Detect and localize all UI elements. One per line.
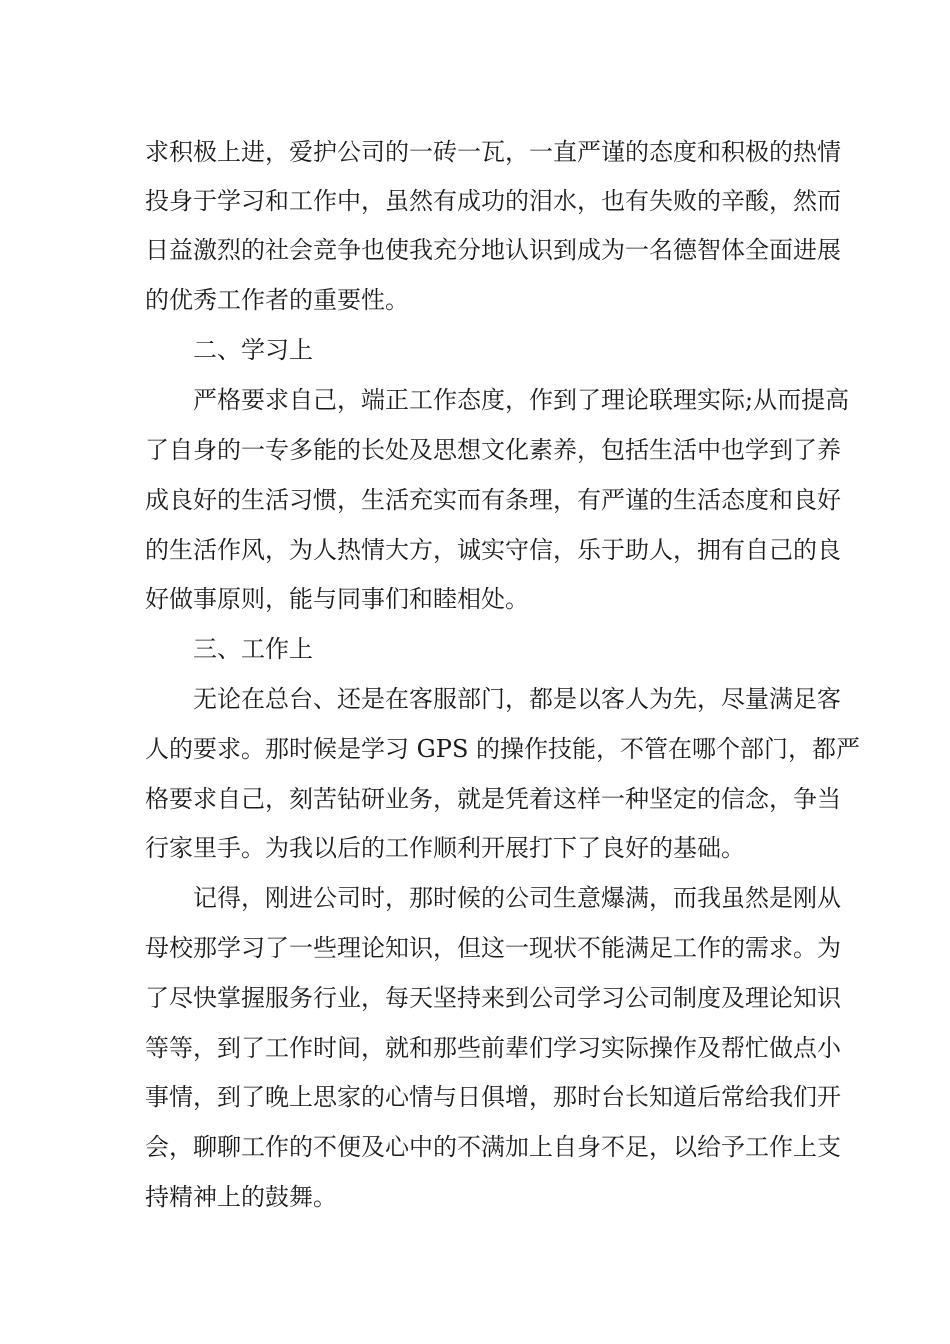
text-line: 会，聊聊工作的不便及心中的不满加上自身不足，以给予工作上支 [145,1133,841,1161]
text-line: 格要求自己，刻苦钻研业务，就是凭着这样一种坚定的信念，争当 [145,785,841,813]
section-heading: 三、工作上 [193,635,313,663]
text-line: 了自身的一专多能的长处及思想文化素养，包括生活中也学到了养 [145,436,841,464]
text-line: 好做事原则，能与同事们和睦相处。 [145,585,529,613]
text-line: 母校那学习了一些理论知识，但这一现状不能满足工作的需求。为 [145,934,841,962]
text-line: 人的要求。那时候是学习 GPS 的操作技能，不管在哪个部门，都严 [145,735,861,763]
text-line: 事情，到了晚上思家的心情与日俱增，那时台长知道后常给我们开 [145,1083,841,1111]
text-line: 行家里手。为我以后的工作顺利开展打下了良好的基础。 [145,834,745,862]
section-heading: 二、学习上 [193,336,313,364]
text-line: 严格要求自己，端正工作态度，作到了理论联理实际;从而提高 [193,386,850,414]
text-line: 求积极上进，爱护公司的一砖一瓦，一直严谨的态度和积极的热情 [145,138,841,166]
text-line: 持精神上的鼓舞。 [145,1183,337,1211]
text-line: 的优秀工作者的重要性。 [145,286,409,314]
text-line: 成良好的生活习惯，生活充实而有条理，有严谨的生活态度和良好 [145,486,841,514]
text-line: 投身于学习和工作中，虽然有成功的泪水，也有失败的辛酸，然而 [145,187,841,215]
text-line: 无论在总台、还是在客服部门，都是以客人为先，尽量满足客 [193,685,841,713]
text-line: 等等，到了工作时间，就和那些前辈们学习实际操作及帮忙做点小 [145,1034,841,1062]
text-line: 了尽快掌握服务行业，每天坚持来到公司学习公司制度及理论知识 [145,984,841,1012]
text-line: 日益激烈的社会竞争也使我充分地认识到成为一名德智体全面进展 [145,236,841,264]
text-line: 记得，刚进公司时，那时候的公司生意爆满，而我虽然是刚从 [193,884,841,912]
text-line: 的生活作风，为人热情大方，诚实守信，乐于助人，拥有自己的良 [145,536,841,564]
